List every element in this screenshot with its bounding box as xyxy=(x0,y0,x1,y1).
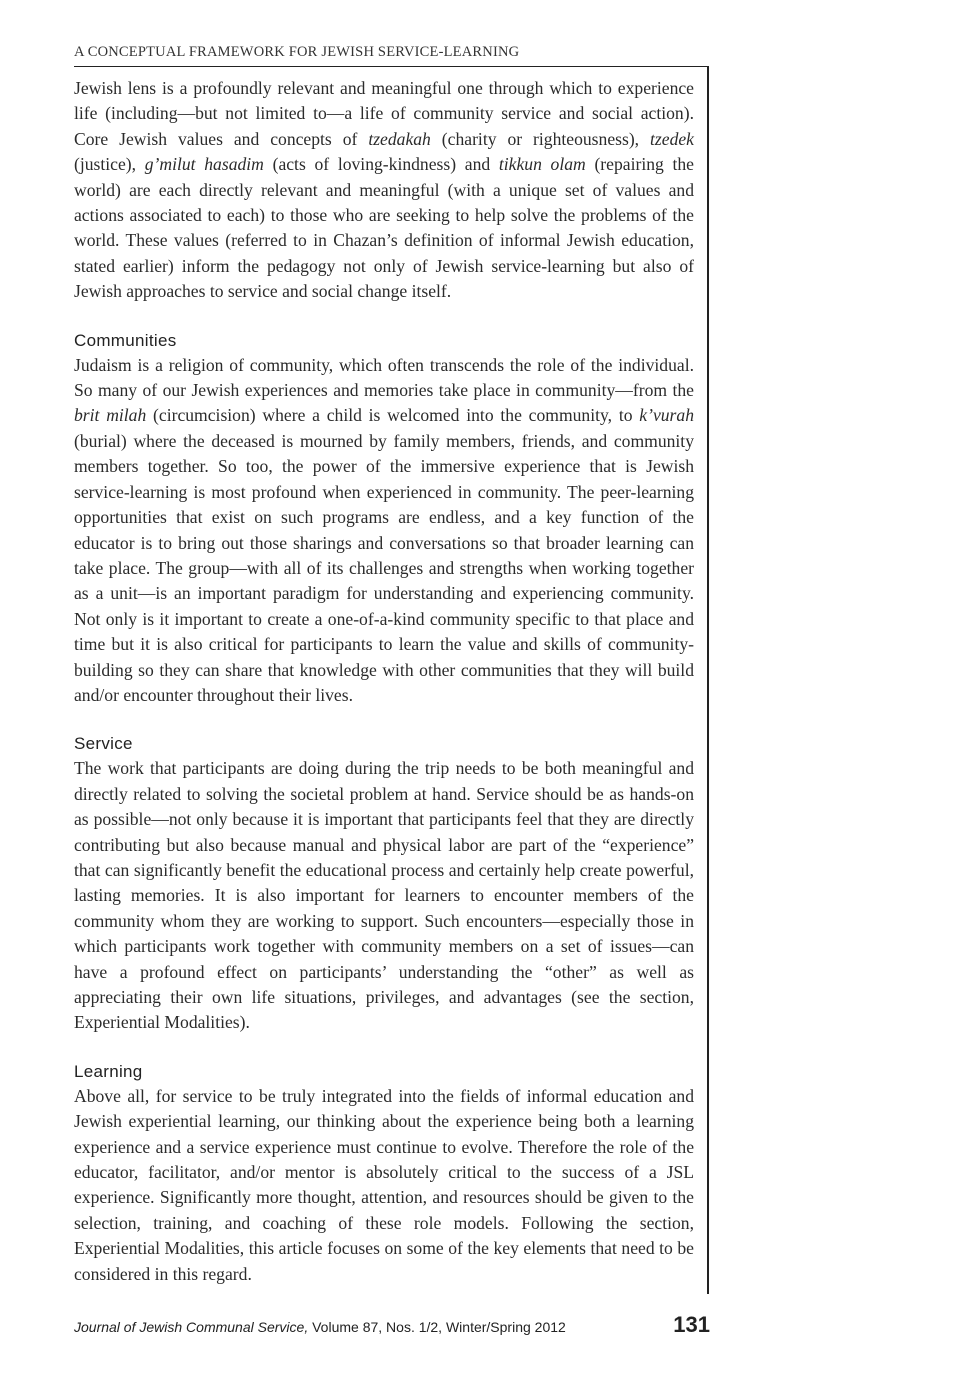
intro-paragraph: Jewish lens is a profoundly relevant and meaningful one through which to experience life (including—but not limited to—a life of community service and social action). Core Jewish values and concepts of tzedakah (charity or righteousness), tzedek (justice), g’milut hasadim (acts of loving-kindness) and tikkun olam (repairing the world) are each directly relevant and meaningful (with a unique set of values and actions associated to each) to those who are seeking to help solve the problems of the world. These values (referred to in Chazan’s definition of informal Jewish education, stated earlier) inform the pedagogy not only of Jewish service-learning but also of Jewish approaches to service and social change itself. xyxy=(74,78,694,302)
term-tikkun-olam: tikkun olam xyxy=(498,154,586,175)
page-footer xyxy=(74,1312,710,1338)
header-rule xyxy=(74,66,708,67)
article-body xyxy=(74,76,694,1287)
term-tzedakah: tzedakah xyxy=(368,128,431,149)
running-head: A CONCEPTUAL FRAMEWORK FOR JEWISH SERVICE-LEARNING xyxy=(74,44,520,60)
heading-service: Service xyxy=(74,734,133,754)
communities-paragraph: Judaism is a religion of community, which often transcends the role of the individual. So many of our Jewish experiences and memories take place in community—from the brit milah (circumcision) where a child is welcomed into the community, to k’vurah (burial) where the deceased is mourned by family members, friends, and community members together. So too, the power of the immersive experience that is Jewish service-learning is most profound when experienced in community. The peer-learning opportunities that exist on such programs are endless, and a key function of the educator is to bring out those sharings and conversations so that broader learning can take place. The group—with all of its challenges and strengths when working together as a unit—is an important paradigm for understanding and experiencing community. Not only is it important to create a one-of-a-kind community specific to that place and time but it is also critical for participants to learn the value and skills of community-building so they can share that knowledge with other communities that they will build and/or encounter throughout their lives. xyxy=(74,354,694,705)
term-brit-milah: brit milah xyxy=(74,405,147,426)
journal-title: Journal of Jewish Communal Service, xyxy=(74,1319,309,1335)
heading-learning: Learning xyxy=(74,1061,143,1081)
term-tzedek: tzedek xyxy=(650,128,694,149)
margin-rule xyxy=(707,66,709,1294)
journal-citation xyxy=(74,1319,566,1335)
term-gmilut-hasadim: g’milut hasadim xyxy=(144,154,264,175)
term-kvurah: k’vurah xyxy=(639,405,694,426)
learning-paragraph: Above all, for service to be truly integrated into the fields of informal education and Jewish experiential learning, our thinking about the experience being both a learning experience and a service experience must continue to evolve. Therefore the role of the educator, facilitator, and/or mentor is absolutely critical to the success of a JSL experience. Significantly more thought, attention, and resources should be given to the selection, training, and coaching of these role models. Following the section, Experiential Modalities, this article focuses on some of the key elements that need to be considered in this regard. xyxy=(74,1085,694,1284)
service-paragraph: The work that participants are doing during the trip needs to be both meaningful and directly related to solving the societal problem at hand. Service should be as hands-on as possible—not only because it is important that participants feel that they are directly contributing but also because manual and physical labor are part of the “experience” that can significantly benefit the educational process and certainly help create powerful, lasting memories. It is also important for learners to encounter members of the community whom they are working to support. Such encounters—especially those in which participants work together with community members on a set of issues—can have a profound effect on participants’ understanding the “other” as well as appreciating their own life situations, privileges, and advantages (see the section, Experiential Modalities). xyxy=(74,758,694,1033)
journal-issue: Volume 87, Nos. 1/2, Winter/Spring 2012 xyxy=(308,1319,566,1335)
page-number: 131 xyxy=(673,1312,710,1337)
heading-communities: Communities xyxy=(74,330,177,350)
